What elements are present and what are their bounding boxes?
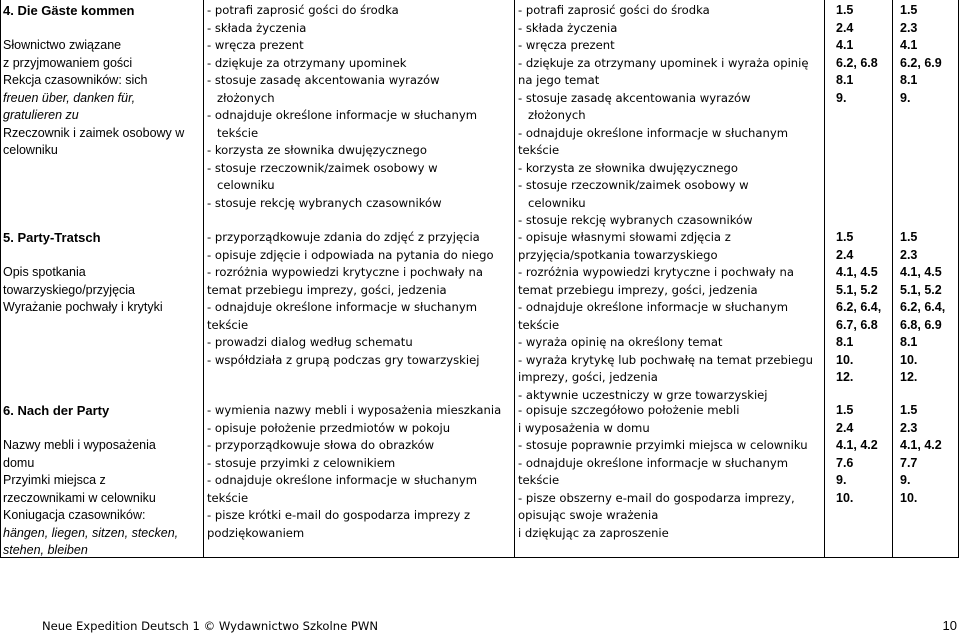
code-line: 1.5 <box>900 403 918 417</box>
code-line: 9. <box>836 90 847 105</box>
requirement-line: - odnajduje określone informacje w słuchanym <box>207 108 478 122</box>
requirement-line: tekście <box>518 473 560 487</box>
code-line: 6.2, 6.4, <box>900 300 946 314</box>
requirement-line: przyjęcia/spotkania towarzyskiego <box>518 247 718 262</box>
spacer <box>3 20 200 38</box>
requirement-line: imprezy, gości, jedzenia <box>518 370 658 384</box>
requirement-line: - przyporządkowuje słowa do obrazków <box>207 438 435 452</box>
page-number: 10 <box>942 618 957 633</box>
code-line: 7.6 <box>836 455 854 470</box>
requirement-line: tekście <box>207 490 249 505</box>
code-line: 10. <box>836 490 854 505</box>
requirement-line: - wręcza prezent <box>207 38 304 52</box>
section-codes-extended-5 <box>900 229 958 387</box>
section-topic-4 <box>3 2 200 160</box>
code-line: 10. <box>836 352 854 367</box>
requirement-line: - stosuje rekcję wybranych czasowników <box>518 213 753 227</box>
requirement-line: celowniku <box>528 195 586 210</box>
code-line: 4.1, 4.2 <box>900 438 942 452</box>
topic-line: celowniku <box>3 143 58 157</box>
requirement-line: - wymienia nazwy mebli i wyposażenia mieszkania <box>207 403 502 417</box>
spacer <box>3 420 200 438</box>
code-line: 9. <box>836 473 847 487</box>
requirement-line: - odnajduje określone informacje w słuchanym <box>518 125 789 140</box>
requirement-line: - wyraża opinię na określony temat <box>518 335 723 349</box>
code-line: 10. <box>900 490 918 505</box>
code-line: 4.1, 4.5 <box>900 265 942 279</box>
requirement-line: opisując swoje wrażenia <box>518 508 659 522</box>
section-basic-6 <box>207 402 513 542</box>
topic-line: stehen, bleiben <box>3 543 88 557</box>
section-codes-basic-5 <box>836 229 891 387</box>
requirement-line: temat przebiegu imprezy, gości, jedzenia <box>207 282 447 297</box>
requirement-line: - odnajduje określone informacje w słuchanym <box>207 473 478 487</box>
requirement-line: tekście <box>217 125 259 140</box>
requirement-line: - stosuje poprawnie przyimki miejsca w celowniku <box>518 438 808 452</box>
footer-copyright: Neue Expedition Deutsch 1 © Wydawnictwo Szkolne PWN <box>42 619 379 633</box>
requirement-line: - odnajduje określone informacje w słuchanym <box>518 455 789 470</box>
requirement-line: - składa życzenia <box>518 20 618 35</box>
requirement-line: - stosuje rzeczownik/zaimek osobowy w <box>207 160 438 175</box>
code-line: 6.2, 6.9 <box>900 55 942 70</box>
requirement-line: - pisze krótki e-mail do gospodarza imprezy z <box>207 508 471 522</box>
requirement-line: - korzysta ze słownika dwujęzycznego <box>207 143 427 157</box>
requirement-line: - współdziała z grupą podczas gry towarzyskiej <box>207 352 480 367</box>
requirement-line: - stosuje zasadę akcentowania wyrazów <box>518 90 751 105</box>
requirement-line: - składa życzenia <box>207 20 307 35</box>
requirement-line: tekście <box>207 317 249 332</box>
requirement-line: - potrafi zaprosić gości do środka <box>518 3 710 17</box>
code-line: 4.1 <box>900 38 918 52</box>
section-title: 6. Nach der Party <box>3 403 110 418</box>
requirement-line: - pisze obszerny e-mail do gospodarza imprezy, <box>518 490 795 505</box>
code-line: 1.5 <box>836 403 854 417</box>
requirement-line: złożonych <box>217 90 275 105</box>
code-line: 12. <box>836 370 854 384</box>
requirement-line: na jego temat <box>518 73 600 87</box>
topic-line: hängen, liegen, sitzen, stecken, <box>3 525 179 540</box>
code-line: 1.5 <box>836 230 854 244</box>
requirement-line: - potrafi zaprosić gości do środka <box>207 3 399 17</box>
code-line: 5.1, 5.2 <box>900 282 942 297</box>
code-line: 9. <box>900 473 911 487</box>
code-line: 8.1 <box>900 73 918 87</box>
requirement-line: - odnajduje określone informacje w słuchanym <box>207 300 478 314</box>
code-line: 8.1 <box>900 335 918 349</box>
code-line: 4.1, 4.5 <box>836 265 878 279</box>
requirement-line: - opisuje szczegółowo położenie mebli <box>518 403 740 417</box>
topic-line: rzeczownikami w celowniku <box>3 490 156 505</box>
requirement-line: - wręcza prezent <box>518 38 615 52</box>
requirement-line: - stosuje rekcję wybranych czasowników <box>207 195 442 210</box>
requirement-line: - prowadzi dialog według schematu <box>207 335 413 349</box>
section-extended-6 <box>518 402 818 542</box>
topic-line: Słownictwo związane <box>3 38 122 52</box>
requirement-line: i dziękując za zaproszenie <box>518 525 669 540</box>
table-border-bottom <box>0 557 959 558</box>
section-title: 5. Party-Tratsch <box>3 230 101 245</box>
table-border-left <box>0 0 1 558</box>
code-line: 8.1 <box>836 335 854 349</box>
code-line: 2.4 <box>836 420 854 435</box>
requirement-line: - opisuje położenie przedmiotów w pokoju <box>207 420 451 435</box>
table-divider <box>514 0 515 558</box>
code-line: 2.3 <box>900 20 918 35</box>
code-line: 6.7, 6.8 <box>836 317 878 332</box>
table-divider <box>824 0 825 558</box>
section-extended-4 <box>518 2 818 230</box>
topic-line: Rzeczownik i zaimek osobowy w <box>3 125 185 140</box>
requirement-line: temat przebiegu imprezy, gości, jedzenia <box>518 282 758 297</box>
requirement-line: i wyposażenia w domu <box>518 420 650 435</box>
code-line: 1.5 <box>900 3 918 17</box>
requirement-line: - stosuje przyimki z celownikiem <box>207 455 396 470</box>
code-line: 2.3 <box>900 247 918 262</box>
code-line: 6.8, 6.9 <box>900 317 942 332</box>
topic-line: domu <box>3 455 35 470</box>
requirement-line: - rozróżnia wypowiedzi krytyczne i pochwały na <box>207 265 483 279</box>
code-line: 12. <box>900 370 918 384</box>
section-topic-5 <box>3 229 200 317</box>
table-divider <box>203 0 204 558</box>
code-line: 2.3 <box>900 420 918 435</box>
topic-line: Opis spotkania <box>3 265 86 279</box>
code-line: 1.5 <box>900 230 918 244</box>
requirement-line: podziękowaniem <box>207 525 305 540</box>
requirement-line: - rozróżnia wypowiedzi krytyczne i pochwały na <box>518 265 794 279</box>
section-codes-basic-6 <box>836 402 891 507</box>
requirement-line: - opisuje własnymi słowami zdjęcia z <box>518 230 731 244</box>
section-basic-5 <box>207 229 513 369</box>
code-line: 9. <box>900 90 911 105</box>
requirement-line: tekście <box>518 317 560 332</box>
topic-line: Rekcja czasowników: sich <box>3 73 148 87</box>
topic-line: Przyimki miejsca z <box>3 473 106 487</box>
code-line: 1.5 <box>836 3 854 17</box>
requirement-line: - aktywnie uczestniczy w grze towarzyskiej <box>518 387 768 402</box>
code-line: 5.1, 5.2 <box>836 282 878 297</box>
topic-line: towarzyskiego/przyjęcia <box>3 282 135 297</box>
requirement-line: - opisuje zdjęcie i odpowiada na pytania do niego <box>207 247 494 262</box>
topic-line: gratulieren zu <box>3 108 79 122</box>
code-line: 8.1 <box>836 73 854 87</box>
requirement-line: celowniku <box>217 178 275 192</box>
section-topic-6 <box>3 402 200 560</box>
topic-line: Nazwy mebli i wyposażenia <box>3 438 156 452</box>
requirement-line: - dziękuje za otrzymany upominek i wyraża opinię <box>518 55 809 70</box>
code-line: 7.7 <box>900 455 918 470</box>
requirement-line: - wyraża krytykę lub pochwałę na temat przebiegu <box>518 352 813 367</box>
code-line: 4.1, 4.2 <box>836 438 878 452</box>
code-line: 4.1 <box>836 38 854 52</box>
requirement-line: złożonych <box>528 108 586 122</box>
requirement-line: tekście <box>518 143 560 157</box>
requirement-line: - przyporządkowuje zdania do zdjęć z przyjęcia <box>207 230 480 244</box>
section-codes-basic-4 <box>836 2 891 107</box>
section-extended-5 <box>518 229 818 404</box>
code-line: 2.4 <box>836 20 854 35</box>
section-codes-extended-4 <box>900 2 958 107</box>
section-codes-extended-6 <box>900 402 958 507</box>
topic-line: Koniugacja czasowników: <box>3 508 146 522</box>
code-line: 2.4 <box>836 247 854 262</box>
table-divider <box>892 0 893 558</box>
code-line: 6.2, 6.4, <box>836 300 882 314</box>
code-line: 10. <box>900 352 918 367</box>
requirement-line: - stosuje zasadę akcentowania wyrazów <box>207 73 440 87</box>
requirement-line: - odnajduje określone informacje w słuchanym <box>518 300 789 314</box>
spacer <box>3 247 200 265</box>
topic-line: freuen über, danken für, <box>3 90 136 105</box>
section-title: 4. Die Gäste kommen <box>3 3 135 18</box>
requirement-line: - stosuje rzeczownik/zaimek osobowy w <box>518 178 749 192</box>
code-line: 6.2, 6.8 <box>836 55 878 70</box>
requirement-line: - korzysta ze słownika dwujęzycznego <box>518 160 738 175</box>
requirement-line: - dziękuje za otrzymany upominek <box>207 55 407 70</box>
topic-line: z przyjmowaniem gości <box>3 55 133 70</box>
topic-line: Wyrażanie pochwały i krytyki <box>3 300 163 314</box>
section-basic-4 <box>207 2 513 212</box>
